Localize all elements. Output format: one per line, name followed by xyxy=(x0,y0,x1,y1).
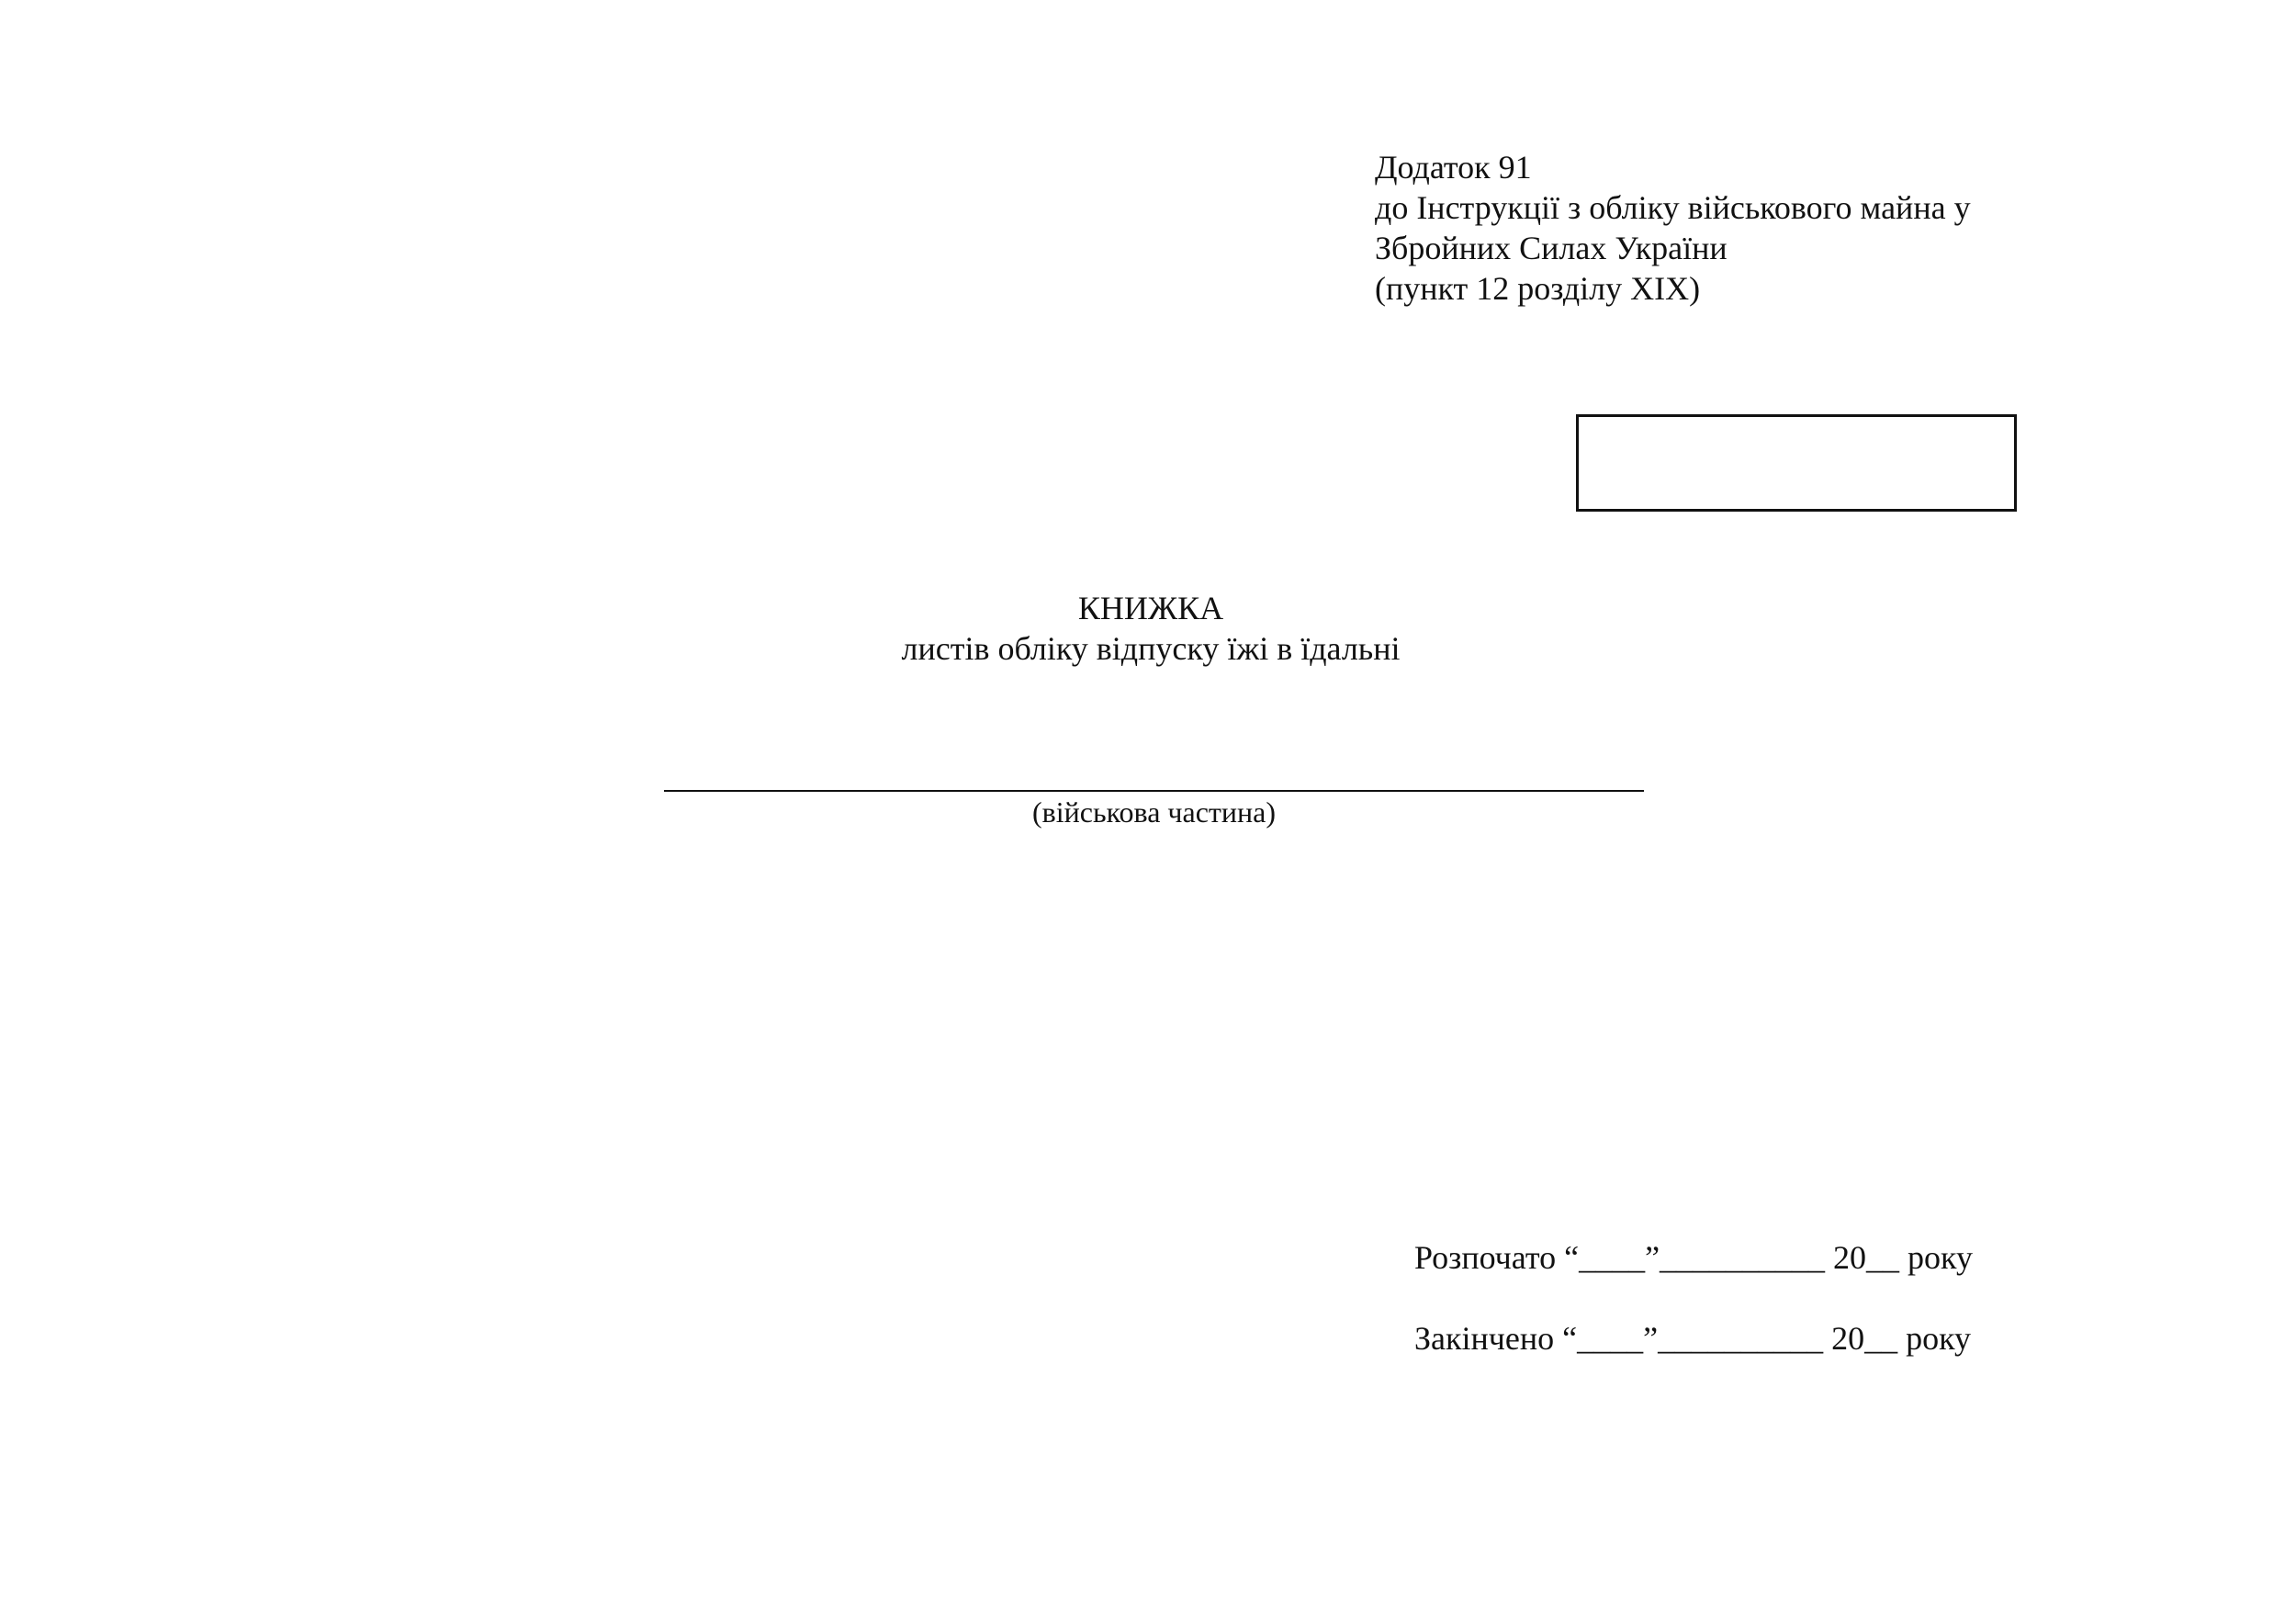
empty-box xyxy=(1576,414,2017,512)
appendix-section-line: (пункт 12 розділу XIX) xyxy=(1375,270,1701,307)
appendix-instruction-line: до Інструкції з обліку військового майна у xyxy=(1375,189,1971,226)
started-date-line: Розпочато “____”__________ 20__ року xyxy=(1414,1239,1974,1276)
title-subheading: листів обліку відпуску їжі в їдальні xyxy=(901,630,1401,667)
appendix-number: Додаток 91 xyxy=(1375,149,1532,186)
appendix-reference xyxy=(1375,147,2073,309)
appendix-forces-line: Збройних Силах України xyxy=(1375,230,1728,266)
military-unit-blank-line xyxy=(664,790,1644,792)
document-title xyxy=(0,588,2296,669)
military-unit-caption: (військова частина) xyxy=(1032,795,1276,829)
finished-date-line: Закінчено “____”__________ 20__ року xyxy=(1414,1320,1972,1357)
title-heading: КНИЖКА xyxy=(1077,590,1224,626)
